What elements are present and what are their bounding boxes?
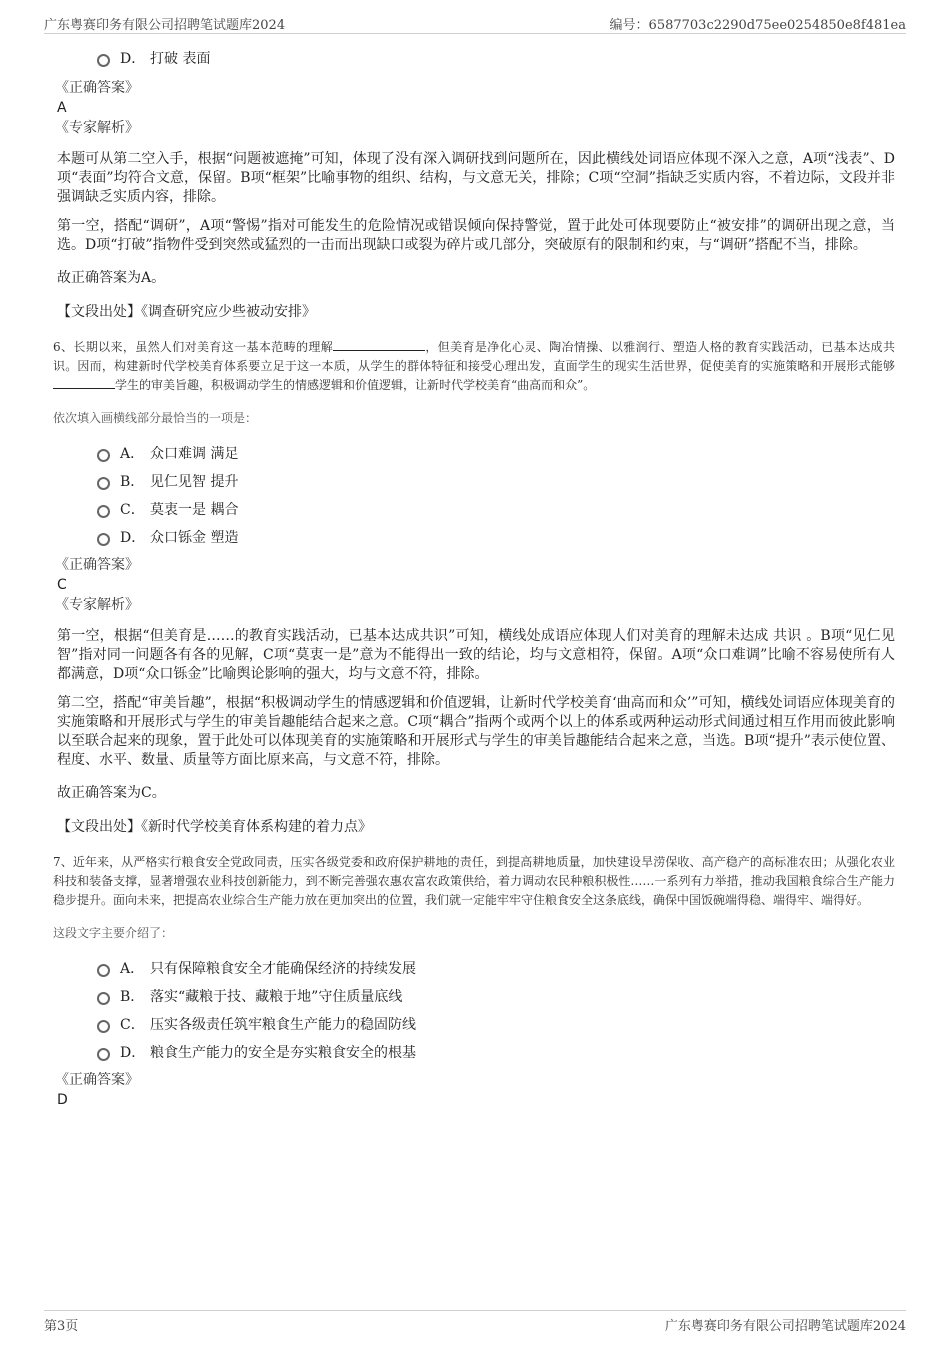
correct-answer-label: 《正确答案》 bbox=[55, 557, 139, 573]
radio-icon[interactable] bbox=[97, 1020, 110, 1033]
footer-title: 广东粤赛印务有限公司招聘笔试题库2024 bbox=[664, 1319, 906, 1334]
option-letter: B． bbox=[120, 474, 145, 490]
option-text: 粮食生产能力的安全是夯实粮食安全的根基 bbox=[150, 1045, 416, 1061]
correct-answer-label: 《正确答案》 bbox=[55, 80, 139, 96]
q5-analysis-paragraph: 本题可从第二空入手，根据“问题被遮掩”可知，体现了没有深入调研找到问题所在，因此横线处词语应体现不深入之意，A项“浅表”、D项“表面”均符合文意，保留。B项“框架”比喻事物的组织、结构，与文意无关，排除；C项“空洞”指缺乏实质内容，不着边际，文段并非强调缺乏实质内容，排除。 bbox=[57, 151, 895, 205]
option-text: 见仁见智 提升 bbox=[150, 474, 239, 490]
q6-option-a[interactable] bbox=[57, 439, 895, 467]
q6-source: 【文段出处】《新时代学校美育体系构建的着力点》 bbox=[57, 819, 372, 835]
option-text: 莫衷一是 耦合 bbox=[150, 502, 239, 518]
option-letter: D． bbox=[120, 530, 146, 546]
q5-conclusion: 故正确答案为A。 bbox=[57, 270, 166, 286]
radio-icon[interactable] bbox=[97, 477, 110, 490]
option-text: 落实“藏粮于技、藏粮于地”守住质量底线 bbox=[150, 989, 403, 1005]
q7-option-d[interactable] bbox=[57, 1038, 895, 1066]
option-letter: B． bbox=[120, 989, 145, 1005]
option-text: 众口难调 满足 bbox=[150, 446, 239, 462]
q7-options bbox=[57, 954, 895, 1066]
q7-stem: 7、近年来，从严格实行粮食安全党政同责，压实各级党委和政府保护耕地的责任，到提高耕地质量，加快建设旱涝保收、高产稳产的高标准农田；从强化农业科技和装备支撑，显著增强农业科技创新能力，到不断完善强农惠农富农政策供给，着力调动农民种粮积极性……一系列有力举措，推动我国粮食综合生产能力稳步提升。面向未来，把提高农业综合生产能力放在更加突出的位置，我们就一定能牢牢守住粮食安全这条底线，确保中国饭碗端得稳、端得牢、端得好。 bbox=[53, 855, 895, 907]
q5-option-d[interactable] bbox=[57, 44, 895, 72]
q5-answer: A bbox=[57, 100, 67, 116]
radio-icon[interactable] bbox=[97, 1048, 110, 1061]
option-letter: D． bbox=[120, 51, 146, 67]
option-letter: A． bbox=[120, 961, 145, 977]
q5-analysis-paragraph: 第一空，搭配“调研”，A项“警惕”指对可能发生的危险情况或错误倾向保持警觉，置于此处可体现要防止“被安排”的调研出现之意，当选。D项“打破”指物件受到突然或猛烈的一击而出现缺口或裂为碎片或几部分，突破原有的限制和约束，与“调研”搭配不当，排除。 bbox=[57, 218, 895, 253]
option-letter: D． bbox=[120, 1045, 146, 1061]
radio-icon[interactable] bbox=[97, 449, 110, 462]
header-serial-number: 编号：6587703c2290d75ee0254850e8f481ea bbox=[609, 18, 906, 33]
option-letter: C． bbox=[120, 502, 145, 518]
radio-icon[interactable] bbox=[97, 992, 110, 1005]
q7-option-a[interactable] bbox=[57, 954, 895, 982]
radio-icon[interactable] bbox=[97, 533, 110, 546]
q6-options bbox=[57, 439, 895, 551]
option-letter: A． bbox=[120, 446, 145, 462]
radio-icon[interactable] bbox=[97, 964, 110, 977]
page-footer bbox=[44, 1310, 906, 1334]
q7-answer: D bbox=[57, 1092, 68, 1108]
q6-option-b[interactable] bbox=[57, 467, 895, 495]
document-body bbox=[53, 44, 895, 1110]
expert-analysis-label: 《专家解析》 bbox=[55, 120, 139, 136]
page-number: 第3页 bbox=[44, 1319, 79, 1334]
q6-blank-1 bbox=[333, 339, 425, 351]
q7-option-b[interactable] bbox=[57, 982, 895, 1010]
q6-blank-2 bbox=[53, 377, 115, 389]
q6-conclusion: 故正确答案为C。 bbox=[57, 785, 166, 801]
option-letter: C． bbox=[120, 1017, 145, 1033]
q6-analysis-paragraph: 第一空，根据“但美育是……的教育实践活动，已基本达成共识”可知，横线处成语应体现人们对美育的理解未达成 共识 。B项“见仁见智”指对同一问题各有各的见解，C项“莫衷一是”意为不能得出一致的结论，均与文意相符，保留。A项“众口难调”比喻不容易使所有人都满意，D项“众口铄金”比喻舆论影响的强大，均与文意不符，排除。 bbox=[57, 628, 895, 682]
page-header bbox=[44, 12, 906, 34]
q7-option-c[interactable] bbox=[57, 1010, 895, 1038]
expert-analysis-label: 《专家解析》 bbox=[55, 597, 139, 613]
q6-option-d[interactable] bbox=[57, 523, 895, 551]
option-text: 只有保障粮食安全才能确保经济的持续发展 bbox=[150, 961, 416, 977]
q6-option-c[interactable] bbox=[57, 495, 895, 523]
q6-answer: C bbox=[57, 577, 67, 593]
option-text: 打破 表面 bbox=[150, 51, 211, 67]
radio-icon[interactable] bbox=[97, 505, 110, 518]
q5-source: 【文段出处】《调查研究应少些被动安排》 bbox=[57, 304, 316, 320]
option-text: 压实各级责任筑牢粮食生产能力的稳固防线 bbox=[150, 1017, 416, 1033]
option-text: 众口铄金 塑造 bbox=[150, 530, 239, 546]
q6-stem: 6、长期以来，虽然人们对美育这一基本范畴的理解 ，但美育是净化心灵、陶冶情操、以雅润行、塑造人格的教育实践活动，已基本达成共识。因而，构建新时代学校美育体系要立足于这一本质，从学生的群体特征和接受心理出发，直面学生的现实生活世界，促使美育的实施策略和开展形式能够学生的审美旨趣，积极调动学生的情感逻辑和价值逻辑，让新时代学校美育“曲高而和众”。 bbox=[53, 340, 895, 392]
correct-answer-label: 《正确答案》 bbox=[55, 1072, 139, 1088]
q7-instruction: 这段文字主要介绍了： bbox=[53, 926, 174, 940]
radio-icon[interactable] bbox=[97, 54, 110, 67]
header-title: 广东粤赛印务有限公司招聘笔试题库2024 bbox=[44, 18, 286, 33]
q6-instruction: 依次填入画横线部分最恰当的一项是： bbox=[53, 411, 258, 425]
q6-analysis-paragraph: 第二空，搭配“审美旨趣”，根据“积极调动学生的情感逻辑和价值逻辑，让新时代学校美育‘曲高而和众’”可知，横线处词语应体现美育的实施策略和开展形式与学生的审美旨趣能结合起来之意。C项“耦合”指两个或两个以上的体系或两种运动形式间通过相互作用而彼此影响以至联合起来的现象，置于此处可以体现美育的实施策略和开展形式与学生的审美旨趣能结合起来之意，当选。B项“提升”表示使位置、程度、水平、数量、质量等方面比原来高，与文意不符，排除。 bbox=[57, 695, 895, 768]
